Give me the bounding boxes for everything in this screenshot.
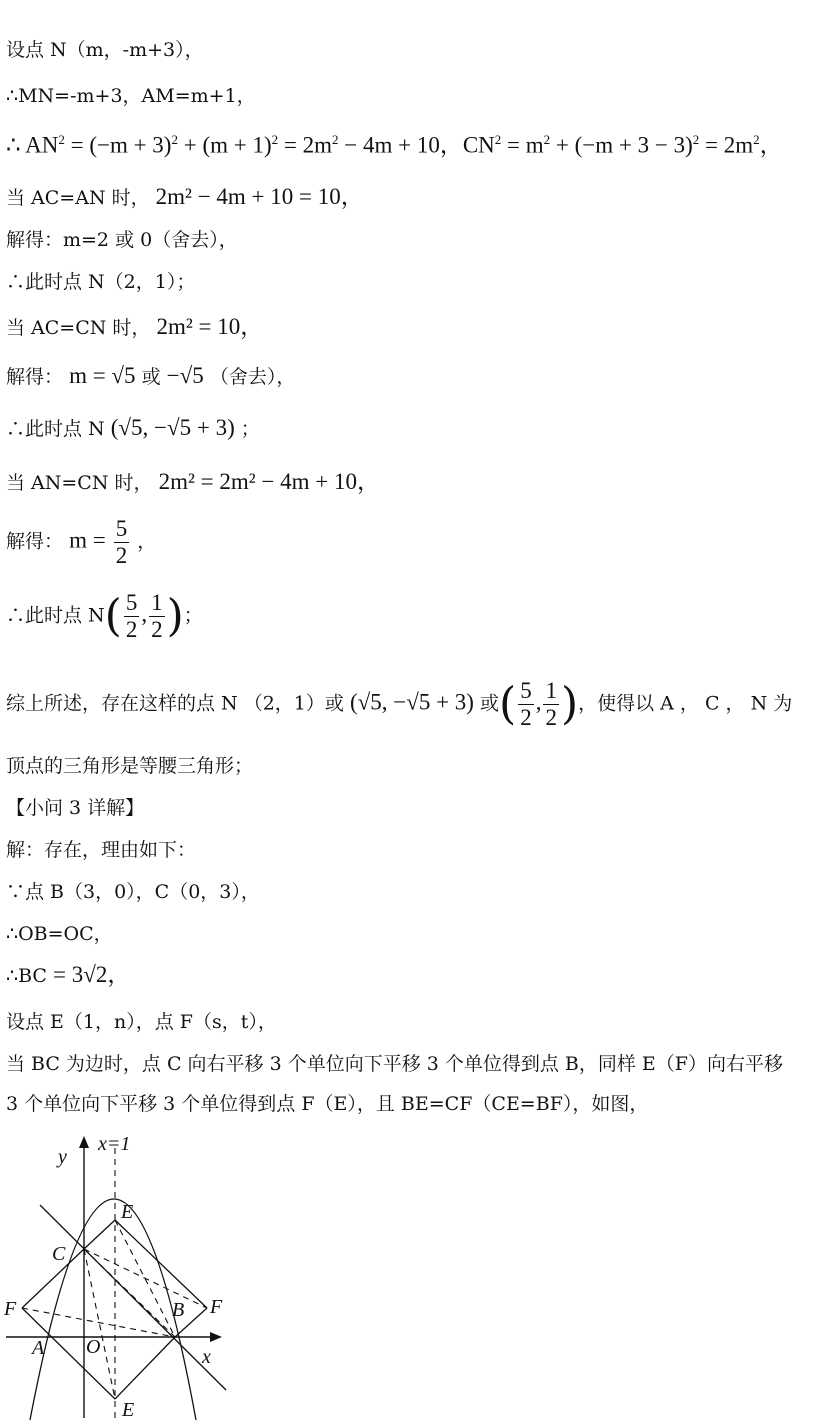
line-5: 解得：m=2 或 0（舍去）， [6, 229, 238, 251]
left-paren: ( [104, 590, 122, 642]
text: 综上所述，存在这样的点 N （2，1）或 [6, 692, 344, 715]
dashed-ce [84, 1249, 115, 1399]
line-8 [6, 364, 295, 389]
line-6: ∴此时点 N（2，1）； [6, 271, 196, 293]
line-21: 当 BC 为边时，点 C 向右平移 3 个单位向下平移 3 个单位得到点 B，同样 E（F）向右平移 [6, 1053, 783, 1075]
line-22: 3 个单位向下平移 3 个单位得到点 F（E），且 BE=CF（CE=BF），如图， [6, 1093, 649, 1115]
line-3-equation [6, 128, 783, 158]
label-f-right: F [210, 1296, 223, 1318]
sup: 2 [171, 132, 178, 147]
math: (√5, −√5 + 3) [110, 415, 235, 440]
sup: 2 [494, 132, 502, 147]
eq-part: + (m + 1) [177, 132, 272, 158]
denominator: 2 [115, 543, 128, 568]
eq-part: ， [759, 132, 783, 158]
line-9 [6, 416, 260, 441]
geometry-figure [0, 1128, 260, 1422]
label-c: C [52, 1243, 66, 1265]
label-b: B [172, 1299, 185, 1321]
text: ，使得以 A ， C ， N 为 [578, 692, 793, 715]
label-e-top: E [121, 1201, 134, 1223]
eq-part: + (−m + 3 − 3) [550, 132, 693, 158]
line-11 [6, 516, 156, 569]
comma: , [141, 601, 148, 627]
text: 当 AC=CN 时， [6, 317, 151, 339]
text: （舍去）， [209, 366, 296, 388]
label-x: x [202, 1346, 211, 1368]
label-f-left: F [4, 1298, 17, 1320]
numerator: 5 [125, 590, 138, 615]
line-13 [6, 678, 792, 731]
line-10 [6, 470, 380, 495]
line-1: 设点 N（m，-m+3）， [6, 39, 204, 61]
label-o: O [86, 1336, 101, 1358]
fraction-5-2 [124, 590, 140, 643]
label-x-equals-1: x=1 [98, 1133, 131, 1155]
label-a: A [32, 1337, 45, 1359]
numerator: 1 [151, 590, 163, 615]
math: −√5 [166, 363, 204, 388]
sup: 2 [271, 132, 279, 147]
line-17: ∵点 B（3，0），C（0，3）， [6, 881, 260, 903]
sup: 2 [543, 132, 551, 147]
text: ∴此时点 N [6, 418, 105, 440]
denominator: 2 [151, 617, 163, 642]
right-paren: ) [166, 590, 184, 642]
label-y: y [58, 1146, 67, 1168]
eq-part: − 4m + 10，CN [338, 132, 495, 158]
line-15-section: 【小问 3 详解】 [6, 797, 145, 819]
math: 2m² = 2m² − 4m + 10， [158, 469, 380, 494]
eq-part: = 2m [278, 132, 332, 158]
eq-an: ∴ AN [6, 132, 59, 158]
fraction-5-2 [518, 678, 534, 731]
denominator: 2 [520, 705, 532, 730]
label-e-bottom: E [122, 1399, 135, 1421]
sup: 2 [692, 132, 700, 147]
text: ∴BC [6, 965, 47, 987]
numerator: 1 [545, 678, 557, 703]
y-axis-arrow [79, 1136, 89, 1148]
text: ； [240, 418, 260, 440]
line-2: ∴MN=-m+3，AM=m+1， [6, 85, 256, 107]
line-4 [6, 185, 364, 210]
math: = 3√2， [53, 962, 131, 987]
text: ； [183, 604, 203, 627]
text: 解得： [6, 366, 64, 388]
text: 当 AC=AN 时， [6, 187, 150, 209]
line-12 [6, 590, 203, 643]
right-paren: ) [560, 678, 579, 730]
dashed-fb [22, 1308, 175, 1337]
line-18: ∴OB=OC， [6, 923, 113, 945]
math: m = [69, 527, 106, 553]
denominator: 2 [545, 705, 557, 730]
line-19 [6, 963, 130, 988]
numerator: 5 [115, 516, 128, 541]
line-16: 解：存在，理由如下： [6, 839, 197, 861]
eq-part: = 2m [699, 132, 754, 158]
text: 当 AN=CN 时， [6, 472, 153, 494]
fraction-1-2 [543, 678, 559, 731]
segment-ef [115, 1220, 207, 1308]
text: 解得： [6, 530, 64, 553]
line-20: 设点 E（1，n），点 F（s，t）， [6, 1011, 277, 1033]
fraction-5-2 [114, 516, 130, 569]
numerator: 5 [520, 678, 532, 703]
left-paren: ( [499, 678, 517, 730]
text: 或 [141, 366, 161, 388]
eq-part: = (−m + 3) [64, 132, 172, 158]
math: 2m² = 10， [156, 314, 264, 339]
math: (√5, −√5 + 3) [349, 689, 474, 715]
line-bc [40, 1205, 226, 1390]
x-axis-arrow [210, 1332, 222, 1342]
comma: , [535, 689, 542, 715]
line-7 [6, 315, 263, 340]
sup: 2 [332, 132, 339, 147]
segment-eb [115, 1337, 175, 1399]
segment-ce [84, 1220, 115, 1249]
text: ， [137, 530, 157, 553]
dashed-cf [84, 1249, 207, 1308]
math: 2m² − 4m + 10 = 10， [155, 184, 364, 209]
eq-part: = m [501, 132, 544, 158]
text: 或 [480, 692, 500, 715]
sup: 2 [753, 132, 760, 147]
line-14: 顶点的三角形是等腰三角形； [6, 755, 254, 777]
text: ∴此时点 N [6, 604, 105, 627]
math: m = √5 [69, 363, 136, 388]
sup: 2 [58, 132, 65, 147]
denominator: 2 [125, 617, 138, 642]
fraction-1-2 [149, 590, 165, 643]
